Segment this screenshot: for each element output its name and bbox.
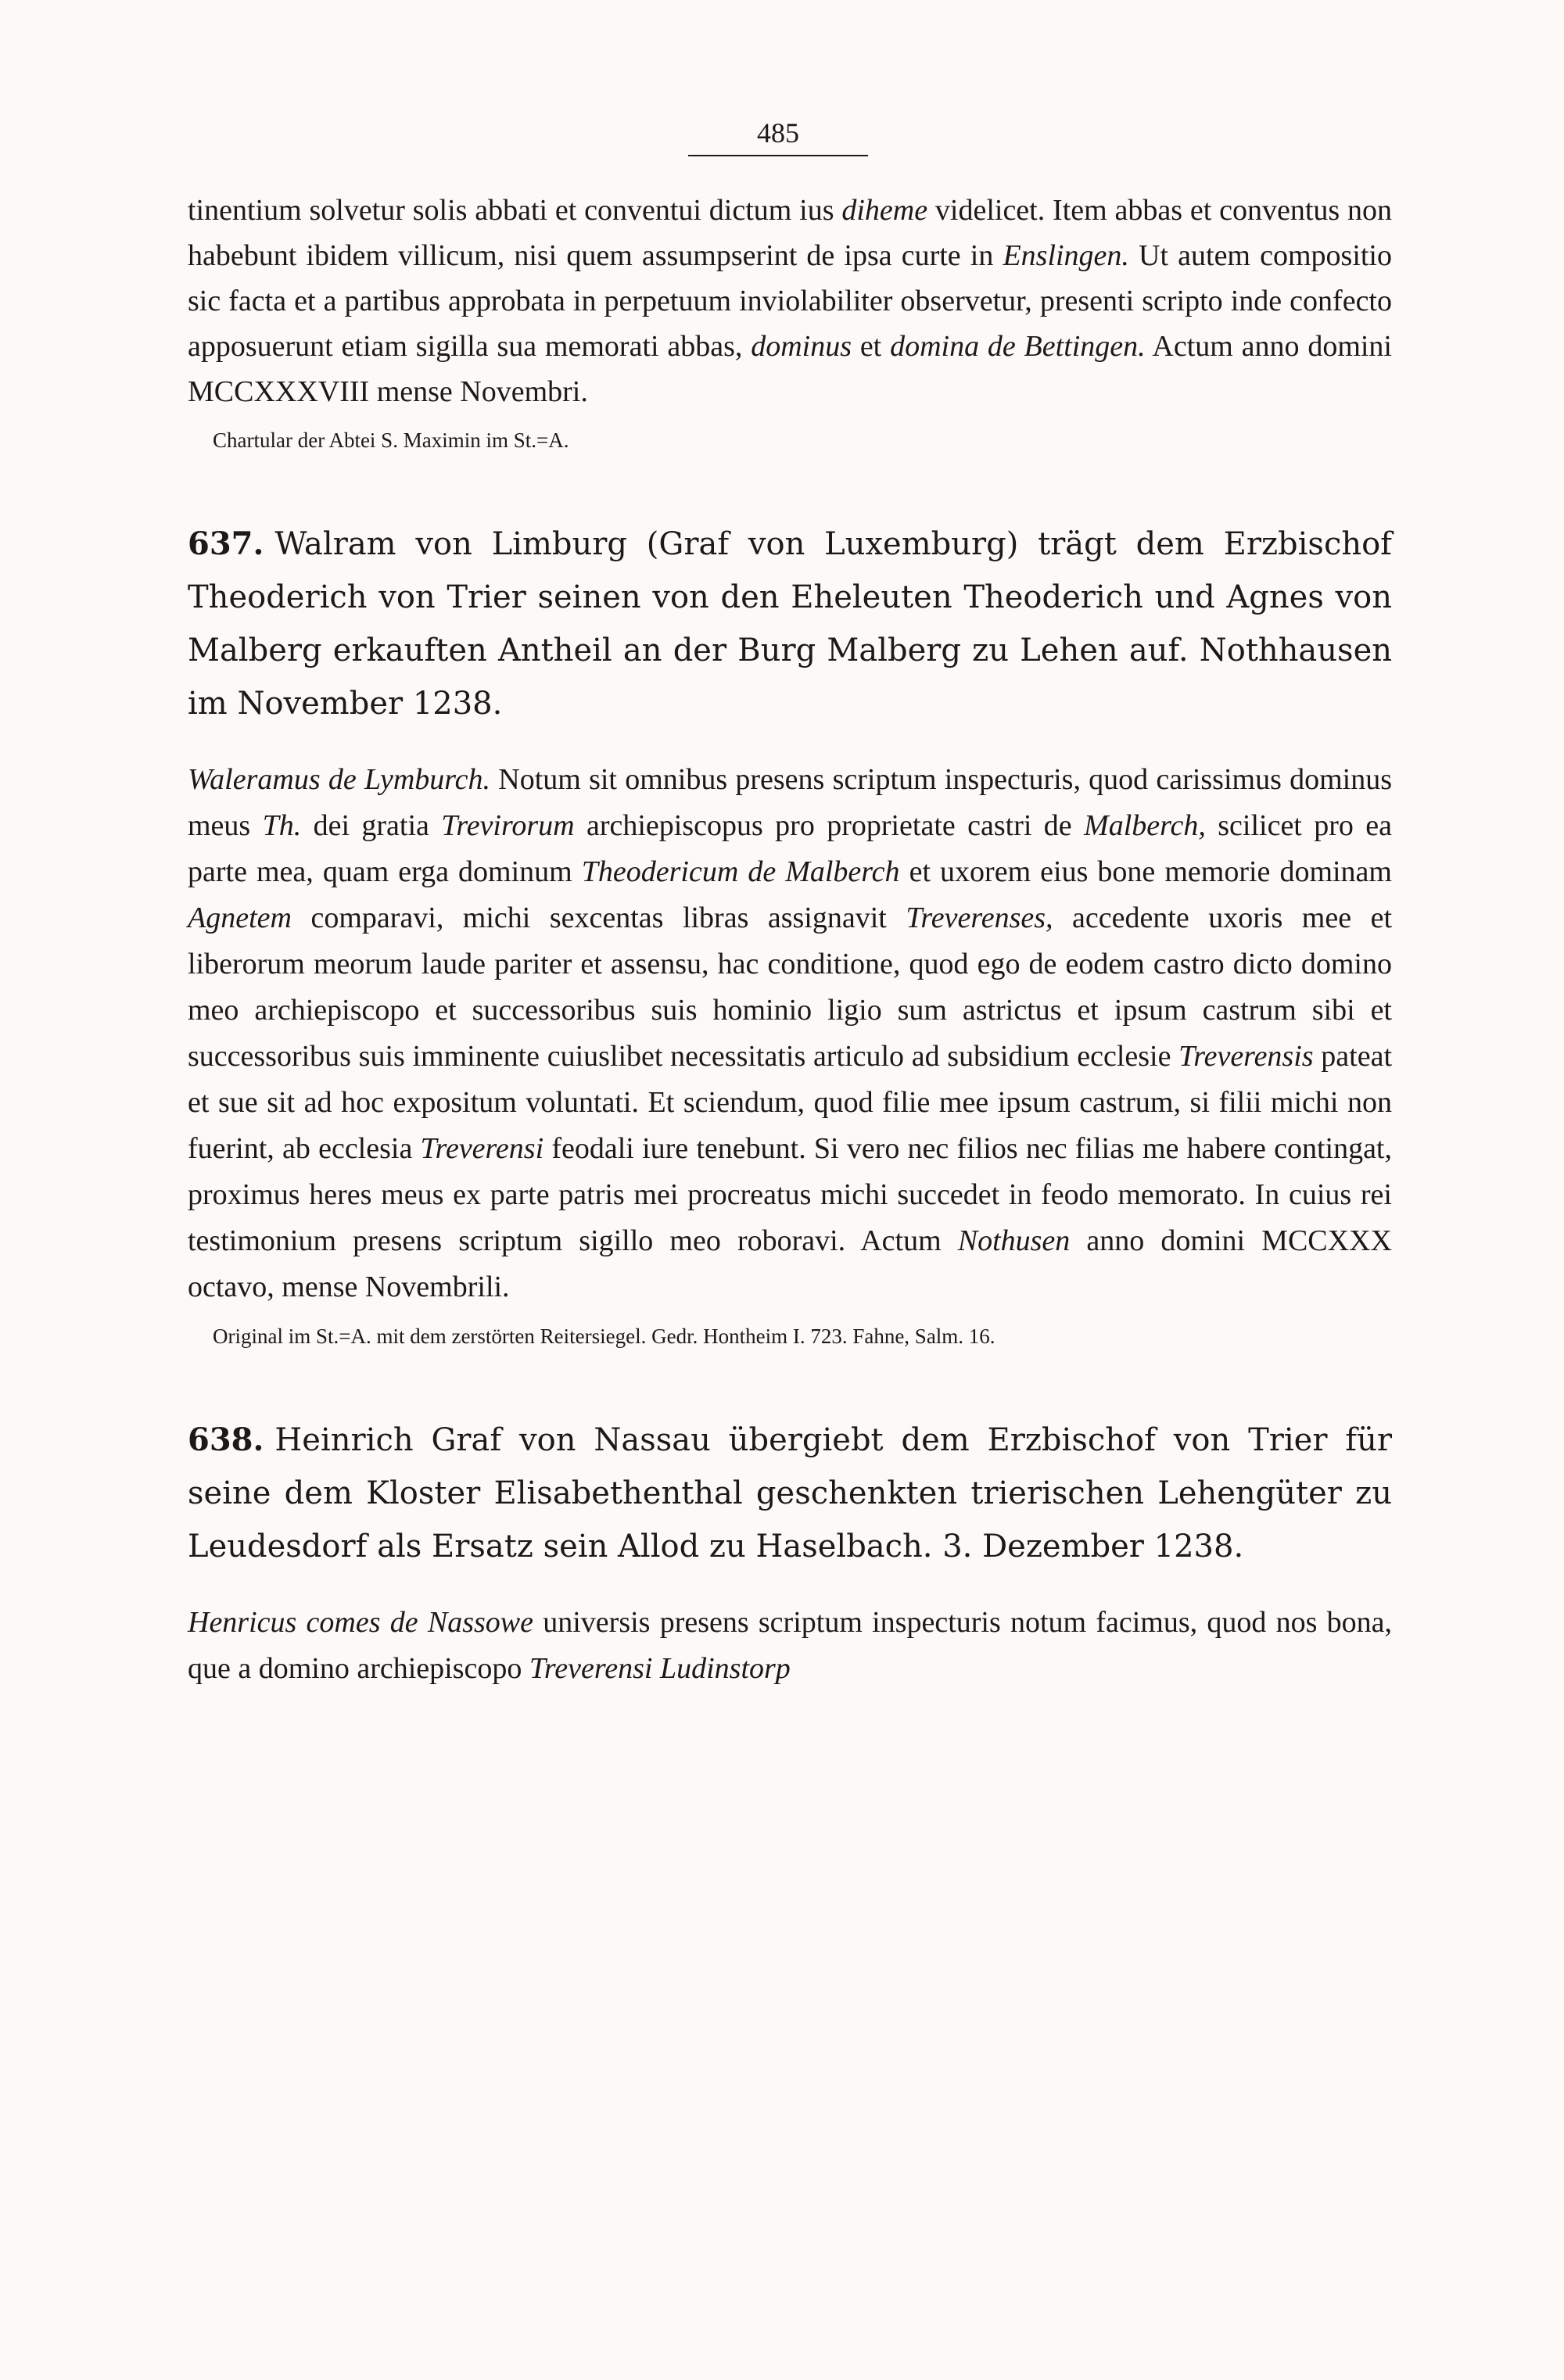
page-number: 485 xyxy=(757,117,799,149)
text-segment: Actum anno domini MCCXXXVIII mense Novembri. xyxy=(188,330,1392,408)
text-segment: Notum sit omnibus presens scriptum inspecturis, quod carissimus dominus meus xyxy=(188,763,1393,842)
entry-text xyxy=(188,1600,1392,1692)
italic-place: Treverensi xyxy=(420,1132,544,1165)
text-segment: accedente uxoris mee et liberorum meorum laude pariter et assensu, hac conditione, quod ego de eodem castro dicto domino meo archiepiscopo et successoribus suis hominio ligio sum astrictus et ipsum castrum sibi et successoribus suis imminente cuiuslibet necessitatis articulo ad subsidium ecclesie xyxy=(188,901,1392,1073)
text-segment: anno domini MCCXXX octavo, mense Novembrili. xyxy=(188,1224,1392,1303)
italic-name: Agnetem xyxy=(188,901,292,934)
page-content xyxy=(188,188,1392,1692)
entry-number: 637. xyxy=(188,525,264,562)
entry-summary: Walram von Limburg (Graf von Luxemburg) trägt dem Erzbischof Theoderich von Trier seinen von den Eheleuten Theoderich und Agnes von Malberg erkauften Antheil an der Burg Malberg zu Lehen auf. Nothhausen im November 1238. xyxy=(188,526,1392,722)
document-entry-637 xyxy=(188,518,1392,1353)
italic-name: domina de Bettingen. xyxy=(890,330,1146,363)
italic-place: Treverensi Ludinstorp xyxy=(529,1652,791,1685)
italic-name: Th. xyxy=(262,809,302,842)
italic-name: dominus xyxy=(751,330,852,363)
text-segment: dei gratia xyxy=(301,809,442,842)
italic-name: Waleramus de Lymburch. xyxy=(188,763,491,796)
text-segment: et uxorem eius bone memorie dominam xyxy=(899,855,1392,888)
text-segment: Ut autem compositio sic facta et a partibus approbata in perpetuum inviolabiliter observetur, presenti scripto inde confecto apposuerunt etiam sigilla sua memorati abbas, xyxy=(188,239,1392,363)
italic-name: Henricus comes de Nassowe xyxy=(188,1606,533,1639)
continuation-paragraph xyxy=(188,188,1392,414)
source-note: Chartular der Abtei S. Maximin im St.=A. xyxy=(213,428,569,452)
entry-summary: Heinrich Graf von Nassau übergiebt dem Erzbischof von Trier für seine dem Kloster Elisabethenthal geschenkten trierischen Lehengüter zu Leudesdorf als Ersatz sein Allod zu Haselbach. 3. Dezember 1238. xyxy=(188,1422,1392,1565)
entry-text xyxy=(188,757,1392,1310)
page-number-rule xyxy=(688,155,868,156)
italic-place: Treverensis xyxy=(1178,1040,1314,1073)
entry-number: 638. xyxy=(188,1421,264,1458)
text-segment: comparavi, michi sexcentas libras assignavit xyxy=(291,901,906,934)
source-note: Original im St.=A. mit dem zerstörten Reitersiegel. Gedr. Hontheim I. 723. Fahne, Salm. 16. xyxy=(213,1324,995,1348)
entry-heading xyxy=(188,1414,1392,1573)
text-segment: et xyxy=(852,330,891,363)
text-segment: universis presens scriptum inspecturis notum facimus, quod nos bona, que a domino archiepiscopo xyxy=(188,1606,1392,1685)
text-segment: pateat et sue sit ad hoc expositum voluntati. Et sciendum, quod filie mee ipsum castrum, si filii michi non fuerint, ab ecclesia xyxy=(188,1040,1392,1165)
italic-term: Treverenses, xyxy=(906,901,1053,934)
text-segment: archiepiscopus pro proprietate castri de xyxy=(574,809,1085,842)
italic-place: Enslingen. xyxy=(1003,239,1129,272)
italic-name: Theodericum de Malberch xyxy=(581,855,900,888)
text-segment: feodali iure tenebunt. Si vero nec filios nec filias me habere contingat, proximus heres meus ex parte patris mei procreatus michi succedet in feodo memorato. In cuius rei testimonium presens scriptum sigillo meo roboravi. Actum xyxy=(188,1132,1392,1257)
italic-place: Nothusen xyxy=(957,1224,1071,1257)
document-entry-638 xyxy=(188,1414,1392,1692)
italic-term: diheme xyxy=(841,194,928,227)
italic-place: Malberch, xyxy=(1084,809,1206,842)
text-segment: videlicet. Item abbas et conventus non habebunt ibidem villicum, nisi quem assumpserint de ipsa curte in xyxy=(188,194,1392,272)
text-segment: scilicet pro ea parte mea, quam erga dominum xyxy=(188,809,1392,888)
text-segment: tinentium solvetur solis abbati et conventui dictum ius xyxy=(188,194,842,227)
italic-place: Trevirorum xyxy=(441,809,575,842)
entry-heading xyxy=(188,518,1392,730)
